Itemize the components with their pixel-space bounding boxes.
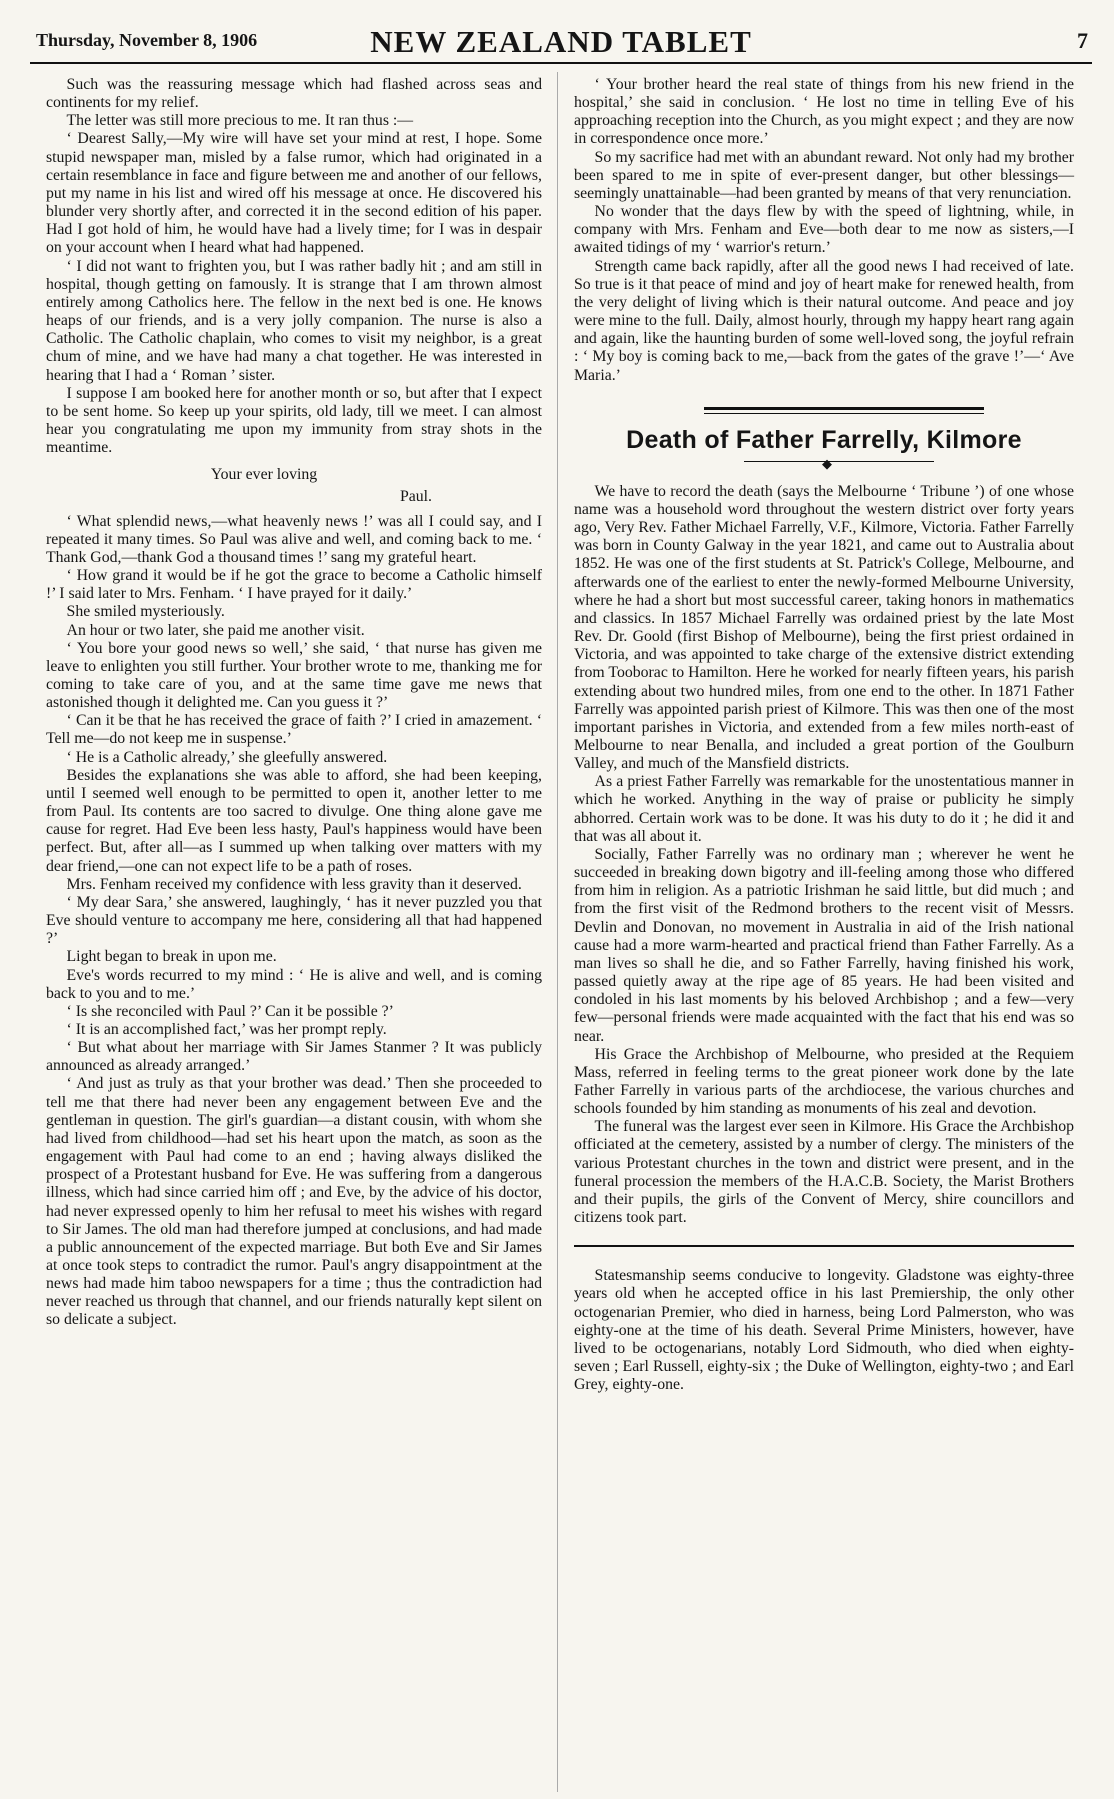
page-number: 7 <box>1077 28 1088 53</box>
issue-date: Thursday, November 8, 1906 <box>36 30 258 50</box>
story-paragraph: ‘ Your brother heard the real state of things from his new friend in the hospital,’ she said in conclusion. ‘ He lost no time in telling Eve of his approaching reception into the Church, as you might expect ; and they are now in correspondence once more.’ <box>574 76 1074 148</box>
story-paragraph: She smiled mysteriously. <box>66 603 225 621</box>
letter-closing: Your ever loving <box>210 466 318 484</box>
right-column <box>574 76 1074 1394</box>
left-column <box>46 76 542 1330</box>
story-paragraph: So my sacrifice had met with an abundant reward. Not only had my brother been spared to me in spite of ever-present danger, but other blessings—seemingly unattainable—had been granted by means of that very renunciation. <box>574 148 1074 202</box>
diamond-ornament-icon: ◆ <box>822 455 832 471</box>
article-headline: Death of Father Farrelly, Kilmore <box>626 425 1022 454</box>
section-rule <box>574 401 1074 421</box>
story-paragraph: Eve's words recurred to my mind : ‘ He is alive and well, and is coming back to you and to me.’ <box>46 966 542 1002</box>
newspaper-title: NEW ZEALAND TABLET <box>370 24 752 59</box>
story-paragraph: Light began to break in upon me. <box>66 948 277 966</box>
letter-paragraph: ‘ Dearest Sally,—My wire will have set your mind at rest, I hope. Some stupid newspaper man, misled by a false rumor, which had originated in a certain resemblance in face and figure between me and another of our fellows, put my name in his list and wired off his message at once. He discovered his blunder very shortly after, and corrected it in the second edition of his paper. Had I got hold of him, he would have had a lively time; for I was in despair on your account when I heard what had happened. <box>46 130 542 257</box>
story-paragraph: ‘ Can it be that he has received the grace of faith ?’ I cried in amazement. ‘ Tell me—do not keep me in suspense.’ <box>46 712 542 748</box>
story-paragraph: Mrs. Fenham received my confidence with less gravity than it deserved. <box>66 875 522 893</box>
column-divider <box>557 72 558 1792</box>
story-paragraph: ‘ He is a Catholic already,’ she gleefully answered. <box>66 748 388 766</box>
article-paragraph: Socially, Father Farrelly was no ordinary man ; wherever he went he succeeded in breaking down bigotry and ill-feeling among those who differed from him in religion. As a patriotic Irishman he said little, but did much ; and from the first visit of the Redmond brothers to the recent visit of Messrs. Devlin and Donovan, no movement in Australia in aid of the Irish national cause had a more warm-hearted and practical friend than Father Farrelly. As a man lives so shall he die, and so Father Farrelly, having finished his work, passed quietly away at the ripe age of 85 years. He had been visited and condoled in his last moments by his beloved Archbishop ; and a few—very few—personal friends were made acquainted with the fact that his end was so near. <box>574 845 1074 1045</box>
story-paragraph: ‘ And just as truly as that your brother was dead.’ Then she proceeded to tell me that there had never been any engagement between Eve and the gentleman in question. The girl's guardian—a distant cousin, with whom she had lived from childhood—had set his heart upon the match, as soon as the engagement with Paul had come to an end ; having always disliked the prospect of a Protestant husband for Eve. He was suffering from a dangerous illness, which had since carried him off ; and Eve, by the advice of his doctor, had never expressed openly to him her refusal to meet his wishes with regard to Sir James. The old man had therefore jumped at conclusions, and had made a public announcement of the expected marriage. But both Eve and Sir James at once took steps to contradict the rumor. Paul's angry disappointment at the news had made him taboo newspapers for a time ; thus the contradiction had never reached us through that channel, and our friends naturally kept silent on so delicate a subject. <box>46 1075 542 1329</box>
story-paragraph: ‘ You bore your good news so well,’ she said, ‘ that nurse has given me leave to enlighten you still further. Your brother wrote to me, thanking me for coming to take care of you, and at the same time gave me news that astonished though it delighted me. Can you guess it ?’ <box>46 639 542 712</box>
story-paragraph: ‘ My dear Sara,’ she answered, laughingly, ‘ has it never puzzled you that Eve should venture to accompany me here, considering all that had happened ?’ <box>46 893 542 948</box>
letter-paragraph: I suppose I am booked here for another month or so, but after that I expect to be sent home. So keep up your spirits, old lady, till we meet. I can almost hear you congratulating me upon my immunity from stray shots in the meantime. <box>46 384 542 457</box>
story-paragraph: ‘ What splendid news,—what heavenly news !’ was all I could say, and I repeated it many times. So Paul was alive and well, and coming back to me. ‘ Thank God,—thank God a thousand times !’ sang my grateful heart. <box>46 512 542 566</box>
story-paragraph: Such was the reassuring message which had flashed across seas and continents for my relief. <box>46 76 542 112</box>
story-paragraph: ‘ How grand it would be if he got the grace to become a Catholic himself !’ I said later to Mrs. Fenham. ‘ I have prayed for it daily.’ <box>46 567 542 603</box>
story-paragraph: Strength came back rapidly, after all the good news I had received of late. So true is it that peace of mind and joy of heart make for renewed health, from the very delight of living which is their natural outcome. And peace and joy were mine to the full. Daily, almost hourly, through my happy heart rang again and again, like the haunting burden of some well-loved song, the joyful refrain : ‘ My boy is coming back to me,—back from the gates of the grave !’—‘ Ave Maria.’ <box>574 257 1074 384</box>
closing-note: Statesmanship seems conducive to longevity. Gladstone was eighty-three years old when he accepted office in his last Premiership, the only other octogenarian Premier, who died in harness, being Lord Palmerston, who was eighty-one at the time of his death. Several Prime Ministers, however, have lived to be octogenarians, notably Lord Sidmouth, who died when eighty-seven ; Earl Russell, eighty-six ; the Duke of Wellington, eighty-two ; and Earl Grey, eighty-one. <box>574 1267 1074 1394</box>
article-paragraph: His Grace the Archbishop of Melbourne, who presided at the Requiem Mass, referred in feeling terms to the great pioneer work done by the late Father Farrelly in various parts of the archdiocese, the various churches and schools founded by him standing as monuments of his zeal and devotion. <box>574 1045 1074 1118</box>
separator-rule <box>574 1245 1074 1247</box>
story-paragraph: ‘ Is she reconciled with Paul ?’ Can it be possible ?’ <box>66 1002 394 1020</box>
masthead <box>30 22 1092 64</box>
article-paragraph: As a priest Father Farrelly was remarkable for the unostentatious manner in which he worked. Anything in the way of praise or publicity he simply abhorred. Certain work was to be done. It was his duty to do it ; he did it and that was all about it. <box>574 773 1074 845</box>
article-paragraph: We have to record the death (says the Melbourne ‘ Tribune ’) of one whose name was a household word throughout the western district over forty years ago, Very Rev. Father Michael Farrelly, V.F., Kilmore, Victoria. Father Farrelly was born in County Galway in the year 1821, and came out to Australia about 1852. He was one of the first students at St. Patrick's College, Melbourne, and afterwards one of the earliest to enter the newly-formed Melbourne University, where he had a short but most successful career, taking honors in mathematics and classics. In 1857 Michael Farrelly was ordained priest by the late Most Rev. Dr. Goold (first Bishop of Melbourne), being the first priest ordained in Victoria, and was appointed to take charge of the extensive district extending from Tooborac to Hamilton. Here he worked for nearly fifteen years, his parish extending about two hundred miles, from one end to the other. In 1871 Father Farrelly was appointed parish priest of Kilmore. This was then one of the most important parishes in Victoria, and extended from a few miles north-east of Melbourne to near Benalla, and included a great portion of the Goulburn Valley, and much of the Mansfield districts. <box>574 482 1074 773</box>
story-paragraph: Besides the explanations she was able to afford, she had been keeping, until I seemed well enough to be permitted to open it, another letter to me from Paul. Its contents are too sacred to divulge. One thing alone gave me cause for regret. Had Eve been less hasty, Paul's happiness would have been perfect. But, after all—as I summed up when talking over matters with my dear friend,—one can not expect life to be a path of roses. <box>46 766 542 875</box>
story-paragraph: The letter was still more precious to me. It ran thus :— <box>66 112 414 130</box>
story-paragraph: ‘ But what about her marriage with Sir James Stanmer ? It was publicly announced as already arranged.’ <box>46 1039 542 1075</box>
article-paragraph: The funeral was the largest ever seen in Kilmore. His Grace the Archbishop officiated at the cemetery, assisted by a number of clergy. The ministers of the various Protestant churches in the town and district were present, and in the funeral procession the members of the H.A.C.B. Society, the Marist Brothers and their pupils, the girls of the Convent of Mercy, shire councillors and citizens took part. <box>574 1118 1074 1227</box>
ornament-rule <box>574 453 1074 471</box>
letter-signature: Paul. <box>399 488 432 506</box>
letter-paragraph: ‘ I did not want to frighten you, but I was rather badly hit ; and am still in hospital, though getting on famously. It is strange that I am thrown almost entirely among Catholics here. The fellow in the next bed is one. He knows heaps of our friends, and is a very jolly companion. The nurse is also a Catholic. The Catholic chaplain, who comes to visit my neighbor, is a great chum of mine, and we have had many a chat together. He was interested in hearing that I had a ‘ Roman ’ sister. <box>46 257 542 384</box>
story-paragraph: ‘ It is an accomplished fact,’ was her prompt reply. <box>66 1020 387 1038</box>
story-paragraph: No wonder that the days flew by with the speed of lightning, while, in company with Mrs. Fenham and Eve—both dear to me now as sisters,—I awaited tidings of my ‘ warrior's return.’ <box>574 203 1074 257</box>
story-paragraph: An hour or two later, she paid me another visit. <box>66 621 365 639</box>
